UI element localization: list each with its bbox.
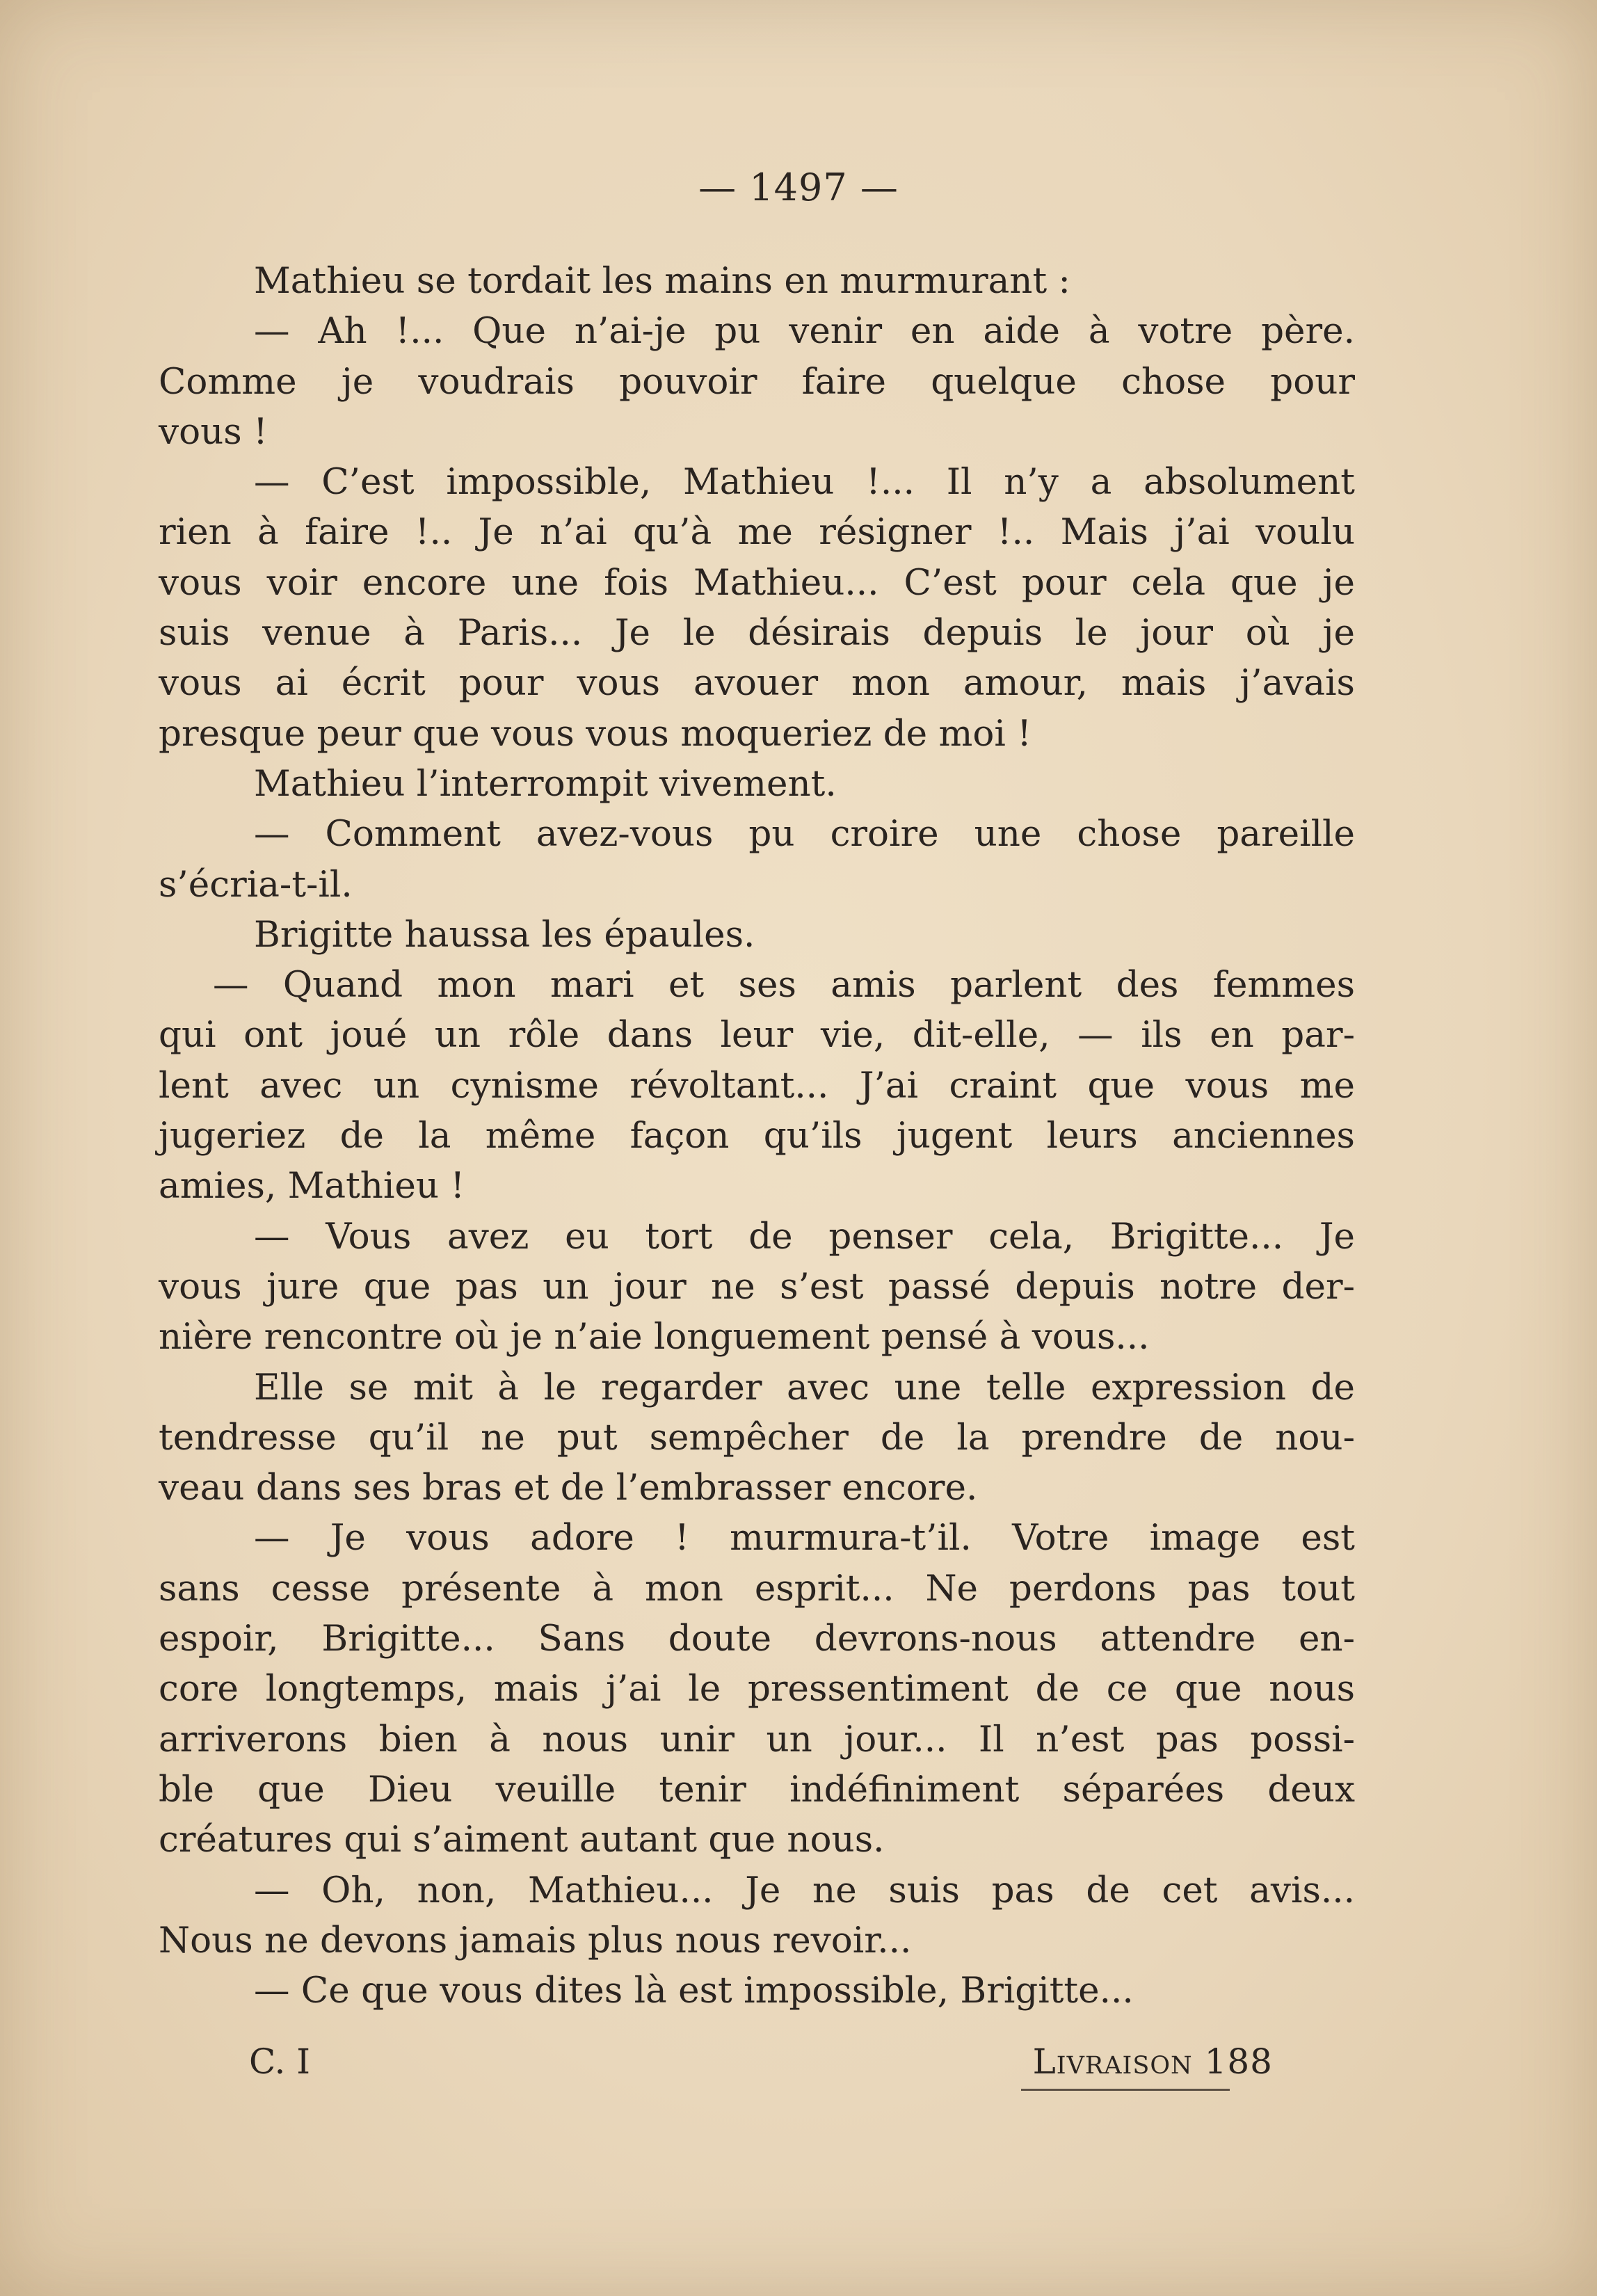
installment-number: 188 <box>1204 2041 1273 2082</box>
text-line: — Comment avez-vous pu croire une chose pareille <box>254 813 1355 856</box>
page-number: — 1497 — <box>698 166 899 209</box>
text-line: — Oh, non, Mathieu... Je ne suis pas de cet avis... <box>254 1869 1355 1911</box>
text-line: lent avec un cynisme révoltant... J’ai craint que vous me <box>159 1064 1355 1107</box>
body-text <box>159 256 1355 2016</box>
text-line: vous jure que pas un jour ne s’est passé depuis notre der- <box>159 1265 1355 1308</box>
text-line: vous ai écrit pour vous avouer mon amour, mais j’avais <box>159 662 1355 705</box>
text-line: vous voir encore une fois Mathieu... C’est pour cela que je <box>159 561 1355 604</box>
text-line: — Ah !... Que n’ai-je pu venir en aide à votre père. <box>254 310 1355 353</box>
text-line: presque peur que vous vous moqueriez de moi ! <box>159 712 1032 755</box>
text-line: créatures qui s’aiment autant que nous. <box>159 1819 885 1861</box>
text-line: Comme je voudrais pouvoir faire quelque chose pour <box>159 360 1355 403</box>
text-line: ble que Dieu veuille tenir indéfiniment séparées deux <box>159 1768 1355 1811</box>
page-footer <box>249 2041 1273 2097</box>
text-line: amies, Mathieu ! <box>159 1165 465 1207</box>
text-line: Mathieu l’interrompit vivement. <box>254 762 837 805</box>
text-line: sans cesse présente à mon esprit... Ne perdons pas tout <box>159 1567 1355 1609</box>
text-line: tendresse qu’il ne put sempêcher de la prendre de nou- <box>159 1416 1355 1459</box>
text-line: — Je vous adore ! murmura-t’il. Votre image est <box>254 1517 1355 1559</box>
text-line: — Quand mon mari et ses amis parlent des femmes <box>213 964 1355 1006</box>
text-line: jugeriez de la même façon qu’ils jugent leurs anciennes <box>159 1115 1355 1157</box>
text-line: Nous ne devons jamais plus nous revoir... <box>159 1919 912 1961</box>
text-line: suis venue à Paris... Je le désirais depuis le jour où je <box>159 612 1355 655</box>
text-line: s’écria-t-il. <box>159 863 353 906</box>
text-line: — Ce que vous dites là est impossible, Brigitte... <box>254 1970 1134 2012</box>
text-line: vous ! <box>159 410 268 453</box>
text-line: veau dans ses bras et de l’embrasser encore. <box>159 1467 978 1509</box>
text-line: rien à faire !.. Je n’ai qu’à me résigner !.. Mais j’ai voulu <box>159 511 1355 554</box>
text-line: Brigitte haussa les épaules. <box>254 913 755 956</box>
text-line: qui ont joué un rôle dans leur vie, dit-elle, — ils en par- <box>159 1014 1355 1057</box>
footer-underline <box>1021 2089 1230 2091</box>
signature-mark: C. I <box>249 2041 311 2082</box>
installment-label <box>1033 2041 1273 2082</box>
installment-word: Livraison <box>1032 2041 1193 2082</box>
text-line: Elle se mit à le regarder avec une telle expression de <box>254 1366 1355 1408</box>
text-line: Mathieu se tordait les mains en murmurant : <box>254 260 1070 302</box>
text-line: nière rencontre où je n’aie longuement pensé à vous... <box>159 1316 1150 1358</box>
text-line: core longtemps, mais j’ai le pressentiment de ce que nous <box>159 1668 1355 1710</box>
text-line: arriverons bien à nous unir un jour... Il n’est pas possi- <box>159 1718 1355 1760</box>
text-line: — C’est impossible, Mathieu !... Il n’y a absolument <box>254 461 1355 504</box>
text-line: — Vous avez eu tort de penser cela, Brigitte... Je <box>254 1215 1355 1258</box>
text-line: espoir, Brigitte... Sans doute devrons-nous attendre en- <box>159 1618 1355 1660</box>
